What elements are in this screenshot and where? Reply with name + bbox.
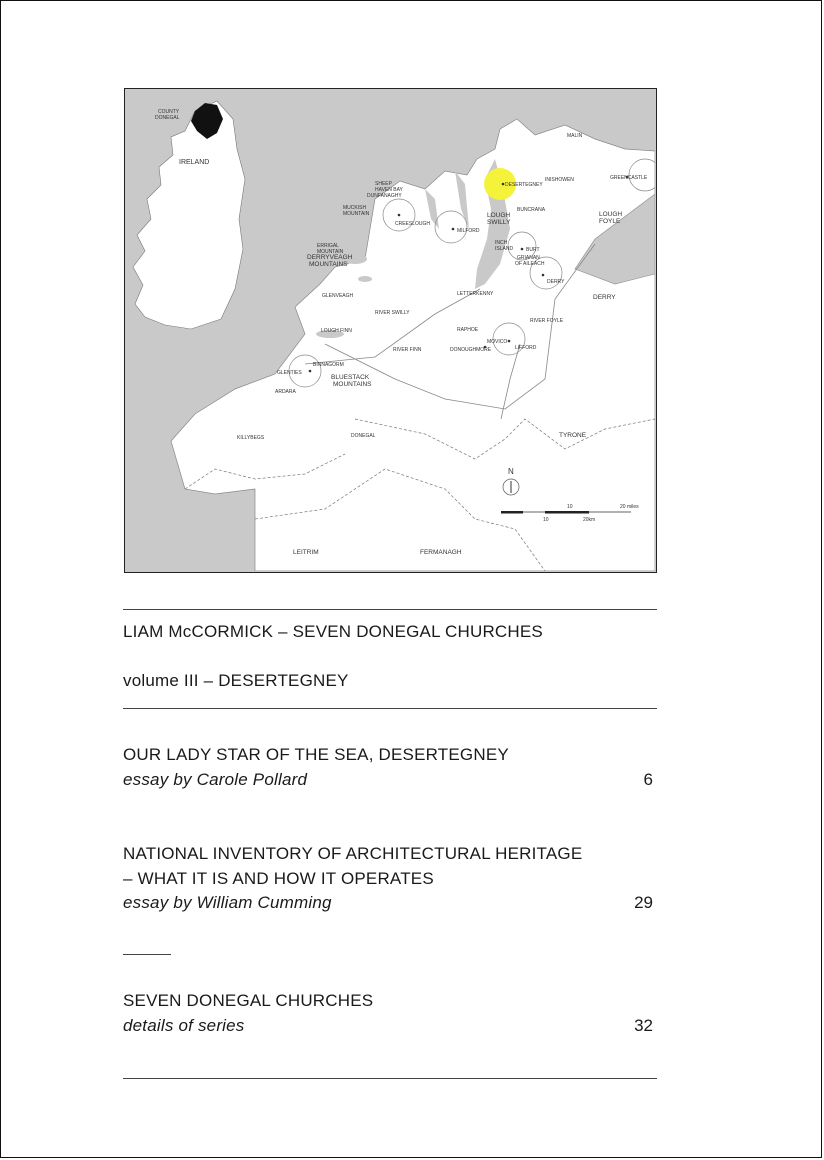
book-title: LIAM McCORMICK – SEVEN DONEGAL CHURCHES — [123, 622, 543, 641]
map-label: BUNCRANA — [517, 207, 546, 213]
contents-entry-page: 32 — [634, 1016, 653, 1035]
map-label: INCH — [495, 240, 508, 246]
map-label: BURT — [526, 247, 540, 253]
map-label: BLUESTACK — [331, 374, 370, 381]
map-label: LIFFORD — [515, 345, 537, 351]
contents-entry-title-line2: – WHAT IT IS AND HOW IT OPERATES — [123, 869, 434, 888]
map-label: LOUGH — [487, 212, 511, 219]
svg-text:10: 10 — [567, 504, 573, 510]
divider — [123, 609, 657, 610]
map-label: SWILLY — [487, 219, 511, 226]
map-label: INISHOWEN — [545, 177, 574, 183]
map-label: DERRY — [593, 294, 616, 301]
map-label: FOYLE — [599, 218, 621, 225]
map-label: DERRY — [547, 279, 565, 285]
map-label: RIVER SWILLY — [375, 310, 410, 316]
map-label: MUCKISH — [343, 205, 367, 211]
map-label: GLENVEAGH — [322, 293, 354, 299]
map-label: MOUNTAINS — [333, 381, 372, 388]
map-label: DONEGAL — [155, 115, 180, 121]
volume-title: volume III – DESERTEGNEY — [123, 671, 349, 690]
map-label: MALIN — [567, 133, 583, 139]
contents-entry-page: 6 — [643, 770, 653, 789]
svg-text:10: 10 — [543, 517, 549, 523]
map-label: MOUNTAIN — [317, 249, 344, 255]
map-label: LOUGH — [599, 211, 623, 218]
map-label: DESERTEGNEY — [505, 182, 543, 188]
divider — [123, 1078, 657, 1079]
map-label: GLENTIES — [277, 370, 302, 376]
map-label: RAPHOE — [457, 327, 479, 333]
map-label: BINNAGORM — [313, 362, 344, 368]
map-label: DONEGAL — [351, 433, 376, 439]
map-label: KILLYBEGS — [237, 435, 265, 441]
map-label: DUNFANAGHY — [367, 193, 402, 199]
map-label: GRIANAN — [517, 255, 540, 261]
map-label: TYRONE — [559, 432, 587, 439]
svg-text:N: N — [508, 467, 514, 476]
map-label: DONOUGHMORE — [450, 347, 492, 353]
map-label: COUNTY — [158, 109, 180, 115]
map-label: RIVER FINN — [393, 347, 422, 353]
map-label: MILFORD — [457, 228, 480, 234]
contents-entry-subtitle: essay by William Cumming — [123, 893, 332, 912]
map-label: LETTERKENNY — [457, 291, 494, 297]
contents-entry-title: SEVEN DONEGAL CHURCHES — [123, 991, 374, 1010]
map-label: OF AILEACH — [515, 261, 545, 267]
contents-entry-subtitle: details of series — [123, 1016, 245, 1035]
map-svg — [125, 89, 655, 571]
map-label: DERRYVEAGH — [307, 254, 353, 261]
contents-entry-title: OUR LADY STAR OF THE SEA, DESERTEGNEY — [123, 745, 509, 764]
donegal-map — [124, 88, 657, 573]
map-label: CREESLOUGH — [395, 221, 431, 227]
map-label: ARDARA — [275, 389, 296, 395]
map-label: ISLAND — [495, 246, 514, 252]
map-label: GREENCASTLE — [610, 175, 648, 181]
map-label: MOVICO — [487, 339, 508, 345]
map-label: RIVER FOYLE — [530, 318, 564, 324]
map-label: LOUGH FINN — [321, 328, 352, 334]
contents-entry-subtitle: essay by Carole Pollard — [123, 770, 308, 789]
map-label: ERRIGAL — [317, 243, 339, 249]
map-label: FERMANAGH — [420, 549, 462, 556]
contents-entry-page: 29 — [634, 893, 653, 912]
short-divider — [123, 954, 171, 955]
contents-entry-title: NATIONAL INVENTORY OF ARCHITECTURAL HERITAGE — [123, 844, 583, 863]
map-label: MOUNTAINS — [309, 261, 348, 268]
svg-text:20km: 20km — [583, 517, 596, 523]
map-label: MOUNTAIN — [343, 211, 370, 217]
map-label-ireland: IRELAND — [179, 159, 210, 166]
map-label: SHEEP — [375, 181, 392, 187]
map-label: HAVEN BAY — [375, 187, 403, 193]
map-label: LEITRIM — [293, 549, 319, 556]
divider — [123, 708, 657, 709]
svg-text:20 miles: 20 miles — [620, 504, 639, 510]
